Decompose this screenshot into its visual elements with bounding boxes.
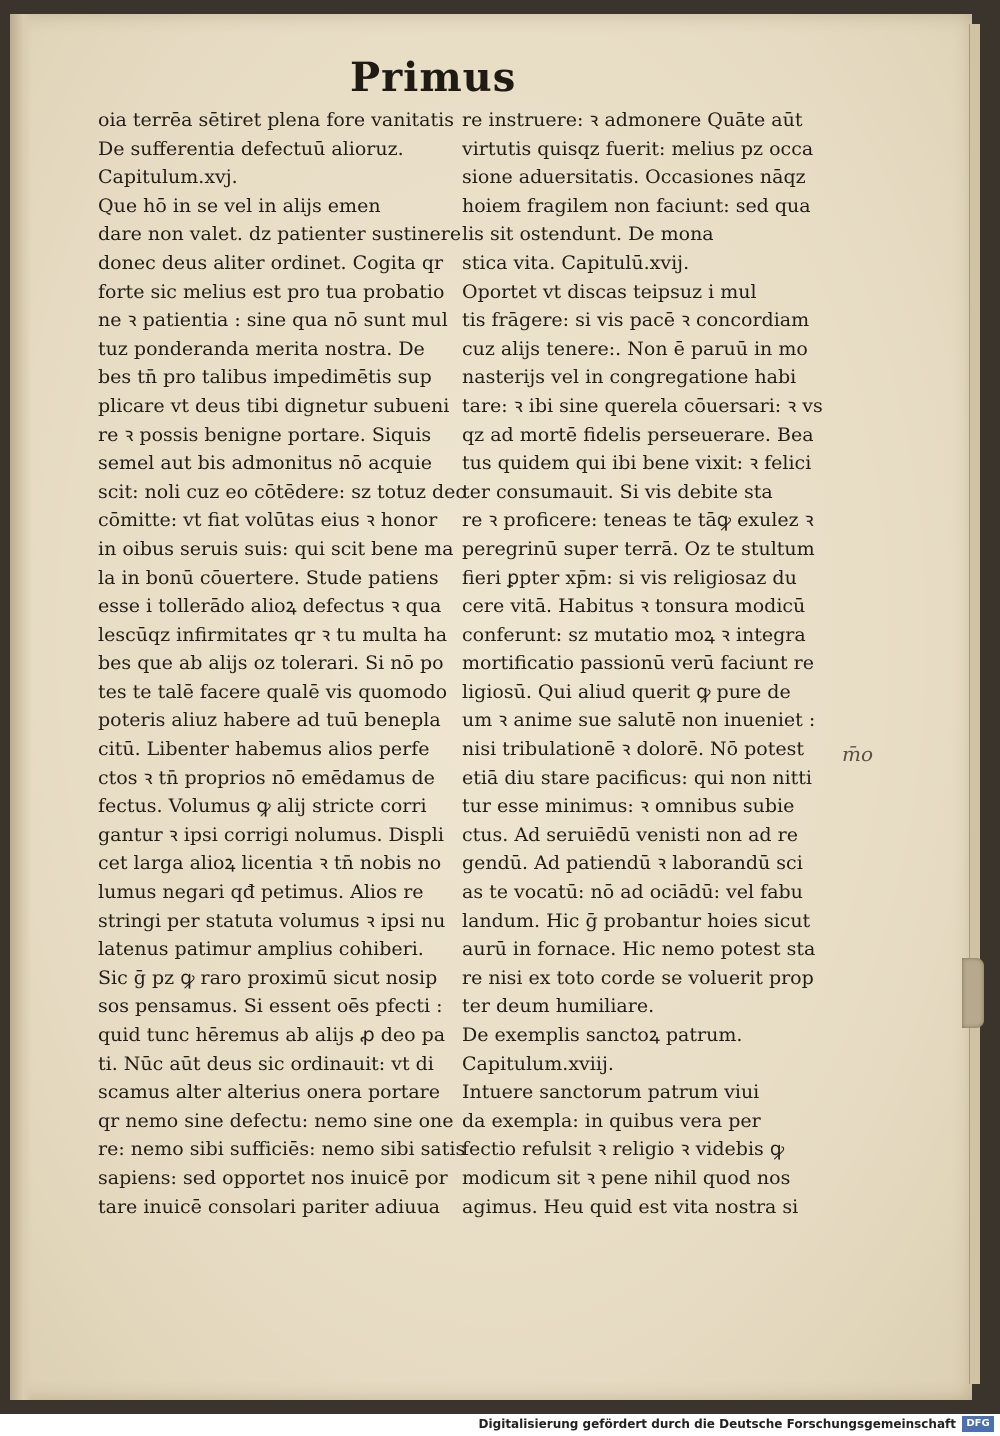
text-line: cere vitā. Habitus ꝛ tonsura modicū [462,595,806,618]
text-line: tuz ponderanda merita nostra. De [98,337,425,360]
text-line: cuz alijs tenere:. Non ē paruū in mo [462,337,808,360]
text-line: cet larga alioꝝ licentia ꝛ tn̄ nobis no [98,852,442,875]
text-line: hoiem fragilem non faciunt: sed qua [462,194,811,217]
text-line: stica vita. Capitulū.xvij. [462,251,690,274]
margin-annotation: m̄o [842,742,874,766]
text-line: tis frāgere: si vis pacē ꝛ concordiam [462,309,810,332]
text-line: oia terrēa sētiret plena fore vanitatis [98,109,454,131]
text-line: agimus. Heu quid est vita nostra si [462,1195,799,1218]
text-line: dare non valet. dz patienter sustinere [98,223,462,246]
text-line: ctos ꝛ tn̄ proprios nō emēdamus de [98,766,435,789]
left-text-column [98,106,470,1221]
text-line: ter deum humiliare. [462,995,655,1018]
footer-bar [0,1414,1000,1436]
text-line: quid tunc hēremus ab alijs ꝓ deo pa [98,1024,446,1046]
text-line: nasterijs vel in congregatione habi [462,366,797,389]
text-line: nisi tribulationē ꝛ dolorē. Nō potest [462,738,804,761]
text-line: Capitulum.xvj. [98,166,238,189]
text-line: bes tn̄ pro talibus impedimētis sup [98,366,432,389]
text-line: forte sic melius est pro tua probatio [98,280,445,303]
text-line: citū. Libenter habemus alios perfe [98,738,430,761]
right-text-column [462,106,842,1221]
text-line: re instruere: ꝛ admonere Quāte aūt [462,109,803,131]
text-line: fieri ꝑpter xp̄m: si vis religiosaz du [462,566,797,589]
text-line: re: nemo sibi sufficiēs: nemo sibi satis [98,1138,466,1161]
text-line: semel aut bis admonitus nō acquie [98,452,432,475]
text-line: re nisi ex toto corde se voluerit prop [462,966,814,989]
text-line: ter consumauit. Si vis debite sta [462,480,773,503]
dfg-logo-icon: DFG [962,1416,994,1432]
text-line: ligiosū. Qui aliud querit ꝙ pure de [462,680,791,703]
text-line: plicare vt deus tibi dignetur subueni [98,394,450,417]
text-line: sapiens: sed opportet nos inuicē por [98,1166,448,1189]
text-line: da exempla: in quibus vera per [462,1109,761,1132]
text-line: um ꝛ anime sue salutē non inueniet : [462,709,816,732]
text-line: as te vocatū: nō ad ociādū: vel fabu [462,881,803,904]
text-line: tur esse minimus: ꝛ omnibus subie [462,795,795,818]
text-line: in oibus seruis suis: qui scit bene ma [98,537,454,560]
page-edge [969,24,980,1384]
text-line: peregrinū super terrā. Oz te stultum [462,537,815,560]
text-line: modicum sit ꝛ pene nihil quod nos [462,1166,791,1189]
text-line: De exemplis sanctoꝝ patrum. [462,1024,743,1046]
text-line: Que hō in se vel in alijs emen [98,194,381,217]
text-line: poteris aliuz habere ad tuū benepla [98,709,441,732]
text-line: Oportet vt discas teipsuz i mul [462,280,757,303]
text-line: lumus negari qđ petimus. Alios re [98,881,424,904]
text-line: tare inuicē consolari pariter adiuua [98,1195,441,1218]
running-head: Primus [350,54,517,101]
text-line: tare: ꝛ ibi sine querela cōuersari: ꝛ vs [462,394,823,417]
text-line: Intuere sanctorum patrum viui [462,1081,760,1104]
text-line: sione aduersitatis. Occasiones nāqz [462,166,806,189]
text-line: re ꝛ possis benigne portare. Siquis [98,423,432,446]
text-line: re ꝛ proficere: teneas te tāꝙ exulez ꝛ [462,509,814,532]
text-line: scit: noli cuz eo cōtēdere: sz totuz deo [98,480,467,503]
text-line: lis sit ostendunt. De mona [462,223,714,246]
text-line: virtutis quisqz fuerit: melius pz occa [462,137,814,160]
text-line: aurū in fornace. Hic nemo potest sta [462,938,816,961]
text-line: bes que ab alijs oz tolerari. Si nō po [98,652,444,675]
text-line: Sic ḡ pz ꝙ raro proximū sicut nosip [98,966,438,989]
page-tab [962,958,984,1028]
text-line: cōmitte: vt fiat volūtas eius ꝛ honor [98,509,438,532]
text-line: ti. Nūc aūt deus sic ordinauit: vt di [98,1052,434,1075]
text-line: scamus alter alterius onera portare [98,1081,440,1104]
text-line: fectio refulsit ꝛ religio ꝛ videbis ꝙ [462,1138,785,1161]
text-line: gantur ꝛ ipsi corrigi nolumus. Displi [98,823,444,846]
text-line: esse i tollerādo alioꝝ defectus ꝛ qua [98,595,442,618]
text-line: donec deus aliter ordinet. Cogita qr [98,251,444,274]
text-line: qr nemo sine defectu: nemo sine one [98,1109,454,1132]
text-line: ne ꝛ patientia : sine qua nō sunt mul [98,309,448,332]
text-line: lescūqz infirmitates qr ꝛ tu multa ha [98,623,448,646]
text-line: ctus. Ad seruiēdū venisti non ad re [462,823,798,846]
text-line: Capitulum.xviij. [462,1052,614,1075]
text-line: qz ad mortē fidelis perseuerare. Bea [462,423,814,446]
text-line: gendū. Ad patiendū ꝛ laborandū sci [462,852,803,875]
text-line: la in bonū cōuertere. Stude patiens [98,566,439,589]
text-line: tus quidem qui ibi bene vixit: ꝛ felici [462,452,812,475]
text-line: landum. Hic ḡ probantur hoies sicut [462,909,811,932]
text-line: etiā diu stare pacificus: qui non nitti [462,766,812,789]
page-gutter [10,14,32,1400]
text-line: tes te talē facere qualē vis quomodo [98,680,448,703]
footer-credit: Digitalisierung gefördert durch die Deutsche Forschungsgemeinschaft [478,1417,956,1431]
text-line: fectus. Volumus ꝙ alij stricte corri [98,795,427,818]
text-line: stringi per statuta volumus ꝛ ipsi nu [98,909,446,932]
text-line: De sufferentia defectuū alioruz. [98,137,404,160]
book-page [10,14,972,1400]
text-line: conferunt: sz mutatio moꝝ ꝛ integra [462,623,806,646]
text-line: mortificatio passionū verū faciunt re [462,652,814,675]
text-line: sos pensamus. Si essent oēs pfecti : [98,995,443,1018]
text-line: latenus patimur amplius cohiberi. [98,938,424,961]
